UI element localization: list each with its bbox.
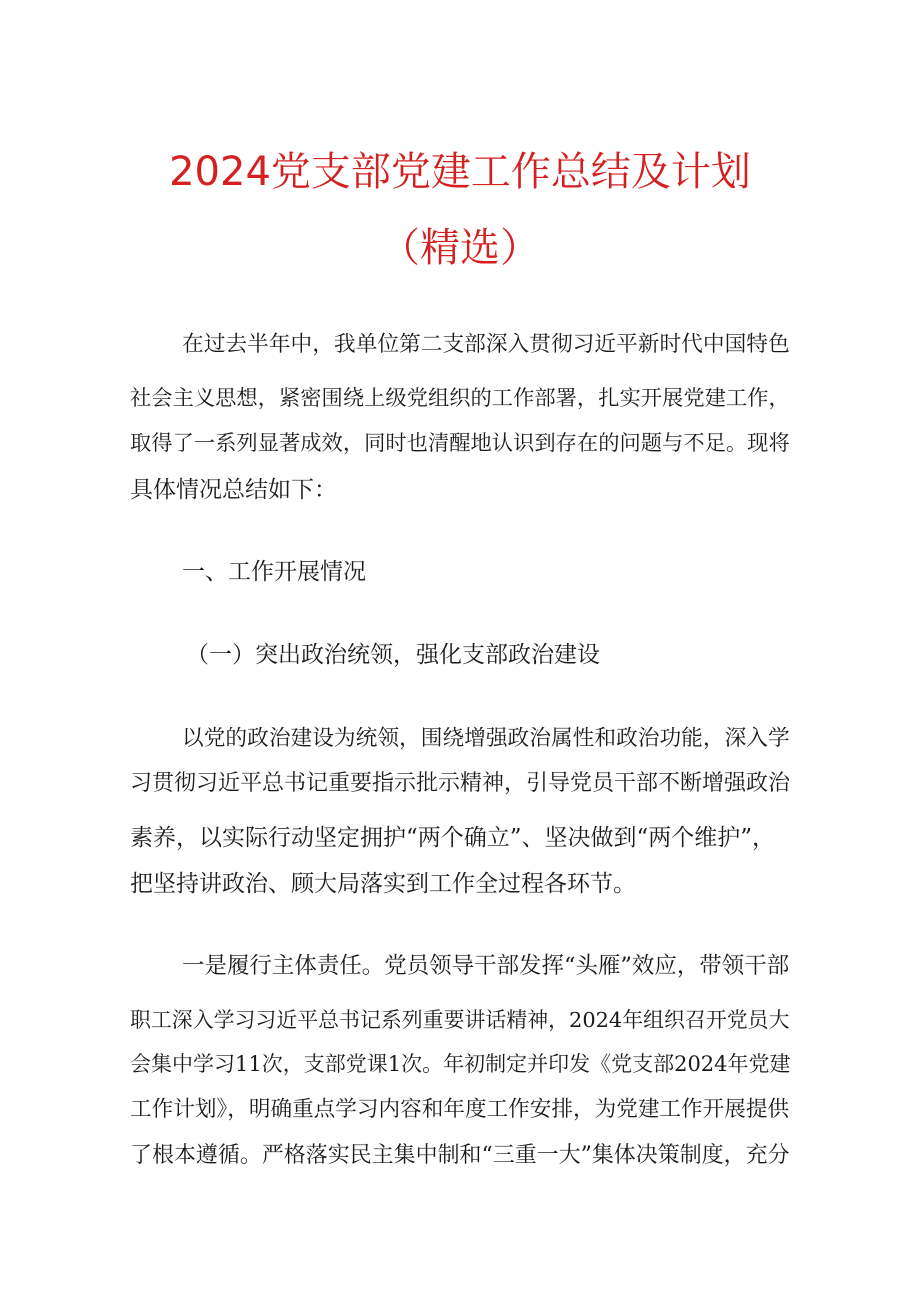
paragraph-line: 职工深入学习习近平总书记系列重要讲话精神，2024年组织召开党员大	[130, 1008, 790, 1032]
paragraph-line: 具体情况总结如下：	[130, 477, 337, 503]
paragraph-line: 社会主义思想，紧密围绕上级党组织的工作部署，扎实开展党建工作，	[130, 386, 790, 411]
paragraph-line: 在过去半年中，我单位第二支部深入贯彻习近平新时代中国特色	[182, 332, 790, 357]
paragraph-line: 了根本遵循。严格落实民主集中制和“三重一大”集体决策制度，充分	[130, 1143, 790, 1168]
document-title: 2024党支部党建工作总结及计划	[169, 149, 751, 195]
paragraph-line: 习贯彻习近平总书记重要指示批示精神，引导党员干部不断增强政治	[130, 771, 791, 796]
paragraph-line: 一是履行主体责任。党员领导干部发挥“头雁”效应，带领干部	[182, 953, 790, 979]
document-subtitle: （精选）	[380, 225, 540, 271]
paragraph-line: 会集中学习11次，支部党课1次。年初制定并印发《党支部2024年党建	[130, 1052, 791, 1076]
paragraph-line: 把坚持讲政治、顾大局落实到工作全过程各环节。	[130, 871, 636, 897]
subsection-heading: （一）突出政治统领，强化支部政治建设	[186, 642, 600, 668]
paragraph-line: 素养，以实际行动坚定拥护“两个确立”、坚决做到“两个维护”，	[130, 825, 776, 851]
paragraph-line: 工作计划》，明确重点学习内容和年度工作安排，为党建工作开展提供	[130, 1097, 790, 1122]
paragraph-line: 取得了一系列显著成效，同时也清醒地认识到存在的问题与不足。现将	[130, 431, 790, 456]
paragraph-line: 以党的政治建设为统领，围绕增强政治属性和政治功能，深入学	[182, 726, 790, 751]
section-heading: 一、工作开展情况	[182, 559, 366, 585]
